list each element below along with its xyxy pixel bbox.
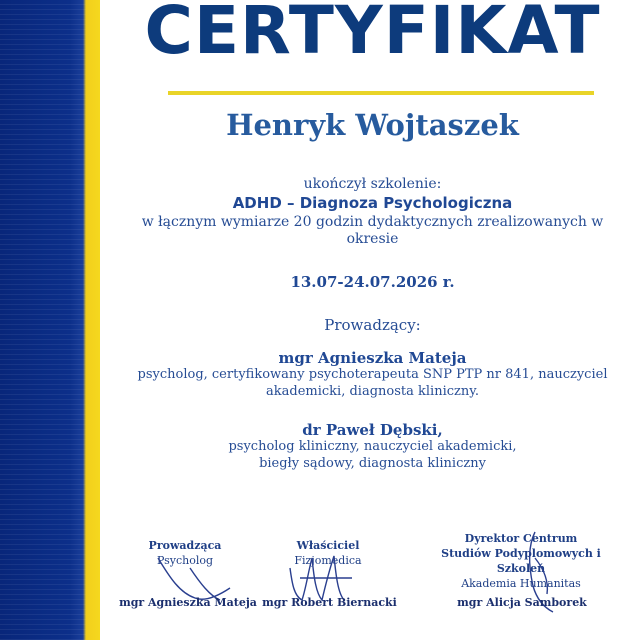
signature-2-name: mgr Robert Biernacki	[262, 596, 397, 609]
signature-1-name: mgr Agnieszka Mateja	[119, 596, 257, 609]
instructor-1-desc-2: akademicki, diagnosta kliniczny.	[266, 384, 479, 399]
course-dates: 13.07-24.07.2026 r.	[290, 273, 455, 291]
completed-label: ukończył szkolenie:	[303, 176, 442, 192]
signature-3-name: mgr Alicja Samborek	[457, 596, 587, 609]
instructors-label: Prowadzący:	[324, 316, 421, 334]
course-name: ADHD – Diagnoza Psychologiczna	[232, 194, 513, 212]
signature-3-role-line-1: Dyrektor Centrum	[464, 532, 578, 545]
signature-2-role: Właściciel	[296, 539, 360, 552]
title-underline	[168, 91, 594, 95]
signature-1-subtitle: Psycholog	[156, 554, 213, 567]
instructor-1-name: mgr Agnieszka Mateja	[278, 349, 467, 367]
instructor-2-desc-2: biegły sądowy, diagnosta kliniczny	[259, 456, 486, 471]
instructor-2-desc-1: psycholog kliniczny, nauczyciel akademicki,	[228, 439, 517, 454]
signature-3-subtitle: Akademia Humanitas	[461, 577, 581, 590]
recipient-name: Henryk Wojtaszek	[226, 108, 519, 142]
certificate-title: CERTYFIKAT	[144, 0, 601, 69]
side-band-texture	[0, 0, 86, 640]
signature-2-subtitle: Fizjomedica	[294, 554, 362, 567]
instructor-1-desc-1: psycholog, certyfikowany psychoterapeuta SNP PTP nr 841, nauczyciel	[137, 367, 608, 382]
hours-line-2: okresie	[346, 231, 399, 247]
hours-line-1: w łącznym wymiarze 20 godzin dydaktycznych zrealizowanych w	[141, 214, 604, 230]
signature-3-role-line-2: Studiów Podyplomowych i Szkoleń	[441, 547, 601, 575]
signature-1-role: Prowadząca	[148, 539, 222, 552]
instructor-2-name: dr Paweł Dębski,	[302, 421, 443, 439]
